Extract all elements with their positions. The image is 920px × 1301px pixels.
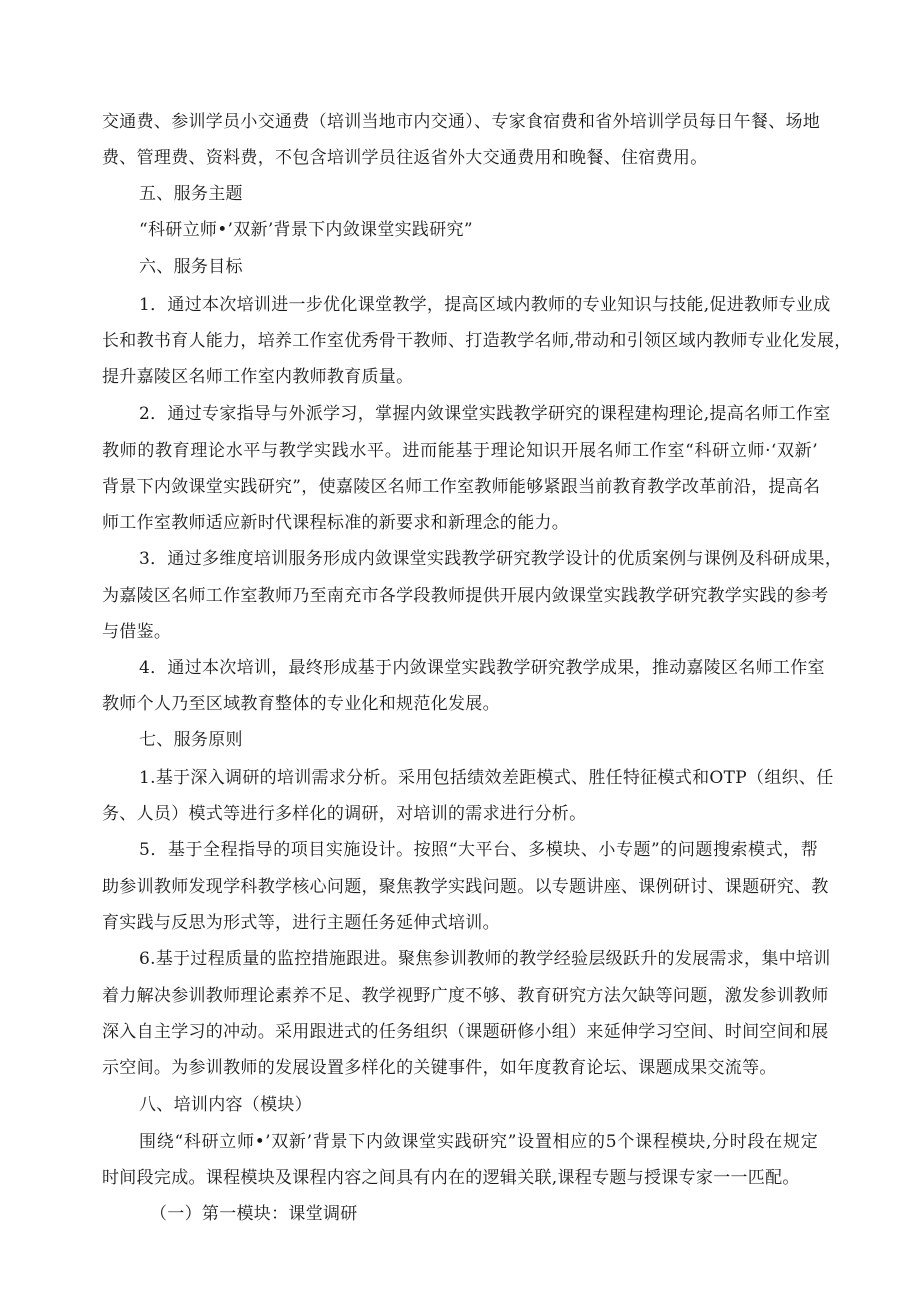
- text-line: 与借鉴。: [102, 622, 172, 642]
- section-heading: 八、培训内容（模块）: [139, 1095, 312, 1115]
- text-line: 3．通过多维度培训服务形成内敛课堂实践教学研究教学设计的优质案例与课例及科研成果，: [139, 549, 843, 569]
- subsection-heading: （一）第一模块：课堂调研: [150, 1204, 358, 1224]
- section-heading: 五、服务主题: [139, 184, 243, 204]
- text-line: 围绕“科研立师•’双新’背景下内敛课堂实践研究”设置相应的5个课程模块,分时段在规定: [139, 1132, 818, 1152]
- text-line: 提升嘉陵区名师工作室内教师教育质量。: [102, 367, 414, 387]
- text-line: 育实践与反思为形式等，进行主题任务延伸式培训。: [102, 913, 500, 933]
- text-line: 示空间。为参训教师的发展设置多样化的关键事件，如年度教育论坛、课题成果交流等。: [102, 1058, 777, 1078]
- text-line: 1.基于深入调研的培训需求分析。采用包括绩效差距模式、胜任特征模式和OTP（组织、任: [139, 768, 834, 788]
- text-line: 时间段完成。课程模块及课程内容之间具有内在的逻辑关联,课程专题与授课专家一一匹配。: [102, 1168, 800, 1188]
- text-line: 深入自主学习的冲动。采用跟进式的任务组织（课题研修小组）来延伸学习空间、时间空间和展: [102, 1022, 829, 1042]
- section-heading: 七、服务原则: [139, 730, 243, 750]
- text-line: 着力解决参训教师理论素养不足、教学视野广度不够、教育研究方法欠缺等问题，激发参训教师: [102, 986, 829, 1006]
- text-line: 助参训教师发现学科教学核心问题，聚焦教学实践问题。以专题讲座、课例研讨、课题研究、教: [102, 877, 829, 897]
- text-line: 6.基于过程质量的监控措施跟进。聚焦参训教师的教学经验层级跃升的发展需求，集中培训: [139, 949, 831, 969]
- text-line: 背景下内敛课堂实践研究”，使嘉陵区名师工作室教师能够紧跟当前教育教学改革前沿，提高名: [102, 477, 821, 497]
- text-line: 5．基于全程指导的项目实施设计。按照“大平台、多模块、小专题”的问题搜索模式，帮: [139, 840, 818, 860]
- text-line: 1．通过本次培训进一步优化课堂教学，提高区域内教师的专业知识与技能,促进教师专业成: [139, 295, 831, 315]
- text-line: 为嘉陵区名师工作室教师乃至南充市各学段教师提供开展内敛课堂实践教学研究教学实践的参考: [102, 586, 829, 606]
- text-line: 费、管理费、资料费，不包含培训学员往返省外大交通费用和晚餐、住宿费用。: [102, 148, 708, 168]
- text-line: 师工作室教师适应新时代课程标准的新要求和新理念的能力。: [102, 513, 570, 533]
- text-line: 教师的教育理论水平与教学实践水平。进而能基于理论知识开展名师工作室“科研立师·‘双新’: [102, 441, 818, 461]
- section-heading: 六、服务目标: [139, 257, 243, 277]
- text-line: 4．通过本次培训，最终形成基于内敛课堂实践教学研究教学成果，推动嘉陵区名师工作室: [139, 658, 825, 678]
- text-line: 教师个人乃至区域教育整体的专业化和规范化发展。: [102, 694, 500, 714]
- text-line: 务、人员）模式等进行多样化的调研，对培训的需求进行分析。: [102, 804, 587, 824]
- service-theme: “科研立师•’双新’背景下内敛课堂实践研究”: [139, 220, 473, 240]
- text-line: 2．通过专家指导与外派学习，掌握内敛课堂实践教学研究的课程建构理论,提高名师工作室: [139, 404, 831, 424]
- text-line: 交通费、参训学员小交通费（培训当地市内交通）、专家食宿费和省外培训学员每日午餐、场地: [102, 112, 821, 132]
- text-line: 长和教书育人能力，培养工作室优秀骨干教师、打造教学名师,带动和引领区域内教师专业化发展，: [102, 331, 852, 351]
